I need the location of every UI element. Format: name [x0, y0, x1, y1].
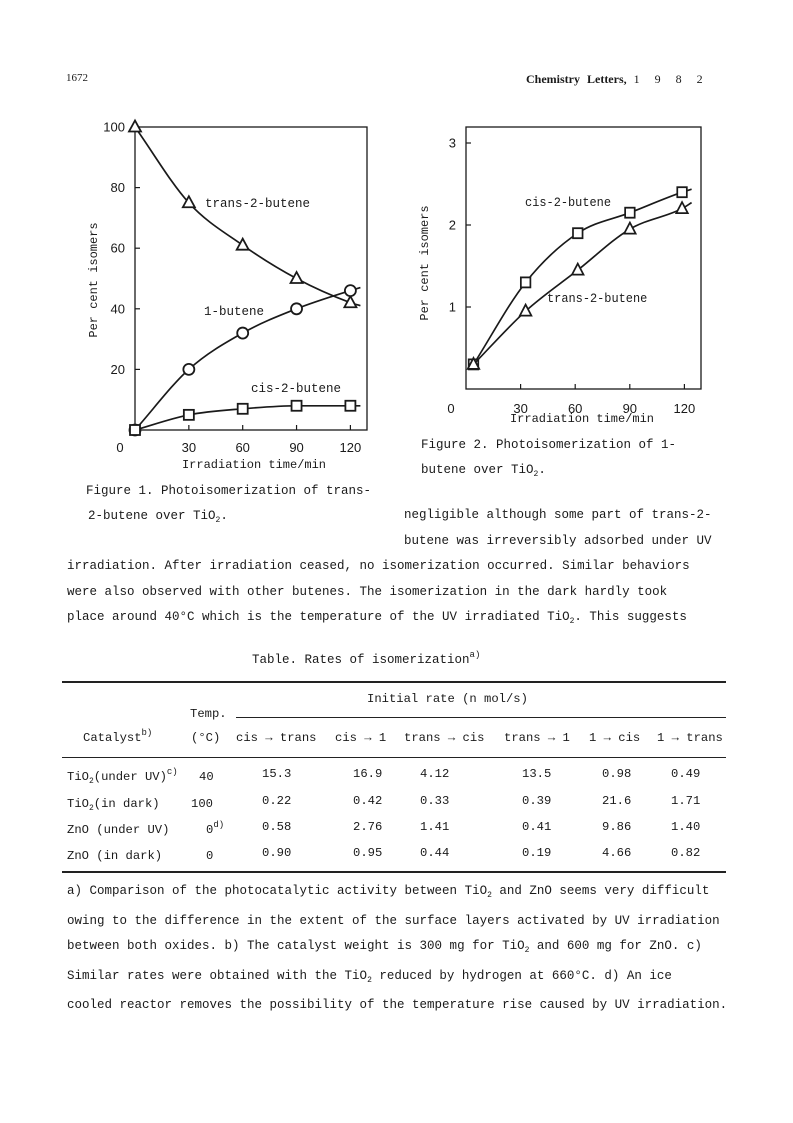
data-point-triangle	[237, 239, 249, 250]
footnote-line-3-subscript: 2	[524, 946, 530, 955]
table-cell-value: 0.49	[671, 767, 701, 781]
catalyst-subscript: 2	[88, 777, 94, 786]
temp-value: 0	[206, 823, 214, 837]
data-point-square	[345, 401, 355, 411]
data-point-circle	[237, 328, 248, 339]
table-catalyst-header	[83, 728, 152, 745]
series-line	[135, 127, 360, 306]
table-row	[0, 846, 793, 866]
table-top-rule	[62, 681, 726, 683]
table-cell-catalyst	[67, 820, 169, 839]
paragraph-line-3: irradiation. After irradiation ceased, no isomerization occurred. Similar behaviors	[67, 559, 690, 573]
col-header-cis-trans: cis → trans	[236, 731, 317, 745]
table-cell-temp	[206, 820, 224, 837]
series-line	[473, 189, 691, 364]
data-point-square	[292, 401, 302, 411]
figure2-x-axis-label: Irradiation time/min	[509, 412, 655, 426]
table-cell-value: 15.3	[262, 767, 292, 781]
table-cell-value: 13.5	[522, 767, 552, 781]
figure1-x-axis-label: Irradiation time/min	[181, 458, 327, 472]
temp-footnote-mark: d)	[213, 820, 225, 830]
table-cell-value: 0.90	[262, 846, 292, 860]
paragraph-full-width	[67, 554, 747, 635]
x-tick-label: 90	[622, 401, 638, 416]
y-tick-label: 2	[448, 217, 456, 233]
x-tick-label: 30	[181, 440, 197, 455]
catalyst-condition: (in dark)	[93, 797, 160, 811]
x-tick-label: 60	[567, 401, 583, 416]
table-row	[0, 820, 793, 840]
paragraph-line-2: butene was irreversibly adsorbed under UV	[404, 533, 712, 548]
figure1-series	[129, 121, 360, 436]
y-tick-label: 3	[448, 135, 456, 151]
paragraph-line-5-text: place around 40°C which is the temperature of the UV irradiated TiO	[67, 610, 570, 624]
figure1-frame	[103, 120, 367, 456]
col-header-trans-cis: trans → cis	[404, 731, 485, 745]
table-cell-value: 4.12	[420, 767, 450, 781]
temp-value: 40	[199, 770, 214, 784]
table-cell-catalyst	[67, 794, 160, 813]
y-tick-label: 80	[110, 180, 125, 196]
table-cell-value: 0.82	[671, 846, 701, 860]
table-catalyst-header-text: Catalyst	[83, 731, 142, 745]
table-title-footnote-mark: a)	[469, 650, 481, 660]
figure1-caption	[86, 479, 396, 533]
journal-name: Chemistry Letters,	[526, 72, 627, 86]
figure2-caption-period: .	[538, 463, 546, 477]
figure2-caption-line1: Figure 2. Photoisomerization of 1-	[421, 438, 677, 452]
col-header-1-cis: 1 → cis	[589, 731, 641, 745]
table-cell-value: 0.58	[262, 820, 292, 834]
paragraph-line-1: negligible although some part of trans-2-	[404, 508, 712, 522]
series-label: 1-butene	[204, 305, 265, 319]
table-header-rule	[62, 757, 726, 758]
series-label: cis-2-butene	[525, 195, 612, 211]
temp-value: 100	[191, 797, 213, 811]
figure1-caption-text: 2-butene over TiO	[88, 509, 216, 523]
footnote-line-4	[67, 964, 767, 994]
table-row	[0, 767, 793, 787]
y-tick-label: 100	[103, 119, 125, 135]
table-cell-catalyst	[67, 846, 162, 865]
footnote-line-1-text: a) Comparison of the photocatalytic activity between TiO	[67, 884, 488, 898]
table-cell-value: 1.41	[420, 820, 450, 834]
col-header-trans-1: trans → 1	[504, 731, 570, 745]
footnote-line-3-end: and 600 mg for ZnO. c)	[529, 939, 702, 953]
journal-year: 1 9 8 2	[633, 72, 707, 86]
journal-header	[526, 72, 707, 87]
page-number: 1672	[66, 72, 88, 84]
table-cell-value: 0.19	[522, 846, 552, 860]
plot-frame	[466, 127, 701, 389]
figure1-caption-period: .	[220, 509, 228, 523]
figure1-chart	[80, 115, 380, 475]
footnote-line-2: owing to the difference in the extent of the surface layers activated by UV irradiation	[67, 913, 720, 928]
footnote-line-1-end: and ZnO seems very difficult	[491, 884, 710, 898]
data-point-square	[130, 425, 140, 435]
table-cell-temp	[206, 846, 213, 863]
catalyst-name: ZnO (in dark)	[67, 849, 163, 863]
footnote-line-4-subscript: 2	[367, 975, 372, 985]
footnote-line-1	[67, 879, 767, 909]
figure2-caption-line2	[421, 458, 721, 487]
table-cell-value: 1.71	[671, 794, 701, 808]
data-point-circle	[345, 285, 356, 296]
y-tick-label: 20	[110, 361, 125, 377]
table-cell-value: 4.66	[602, 846, 632, 860]
x-tick-label: 90	[289, 440, 304, 455]
table-title	[252, 650, 480, 667]
table-temp-unit: (°C)	[191, 731, 221, 745]
series-label: trans-2-butene	[205, 197, 311, 211]
table-cell-catalyst	[67, 767, 178, 786]
table-cell-value: 21.6	[602, 794, 632, 808]
catalyst-condition: (under UV)	[93, 770, 167, 784]
table-cell-temp	[199, 767, 214, 784]
data-point-circle	[183, 364, 194, 375]
table-cell-value: 2.76	[353, 820, 383, 834]
series-label: cis-2-butene	[251, 382, 342, 396]
col-header-1-trans: 1 → trans	[657, 731, 723, 745]
table-title-text: Table. Rates of isomerization	[252, 653, 470, 667]
data-point-square	[238, 404, 248, 414]
catalyst-name: TiO	[67, 797, 89, 811]
data-point-triangle	[520, 305, 531, 316]
catalyst-footnote-mark: c)	[166, 767, 178, 777]
data-point-square	[573, 228, 583, 238]
data-point-square	[521, 277, 531, 287]
x-tick-label: 0	[447, 401, 455, 416]
table-footnotes	[67, 879, 767, 1019]
figure1-y-axis-label: Per cent isomers	[87, 222, 101, 338]
figure1-caption-line1: Figure 1. Photoisomerization of trans-	[86, 484, 372, 498]
data-point-triangle	[291, 272, 303, 283]
footnote-line-4-text: Similar rates were obtained with the TiO	[67, 968, 368, 983]
data-point-triangle	[129, 121, 141, 132]
table-row	[0, 794, 793, 814]
table-cell-value: 0.41	[522, 820, 552, 834]
footnote-line-5: cooled reactor removes the possibility of the temperature rise caused by UV irradiation.	[67, 998, 728, 1012]
data-point-square	[625, 208, 635, 218]
x-tick-label: 30	[513, 401, 528, 416]
footnote-line-3	[67, 934, 767, 964]
table-group-header: Initial rate (n mol/s)	[367, 692, 528, 706]
table-cell-value: 0.33	[420, 794, 450, 808]
table-cell-value: 0.42	[353, 794, 383, 808]
catalyst-name: TiO	[67, 770, 89, 784]
table-group-rule	[236, 717, 726, 718]
table-bottom-rule	[62, 871, 726, 873]
table-cell-value: 0.95	[353, 846, 383, 860]
paragraph-line-5-end: . This suggests	[574, 610, 687, 624]
data-point-circle	[291, 303, 302, 314]
table-cell-temp	[191, 794, 213, 811]
footnote-line-4-end: reduced by hydrogen at 660°C. d) An ice	[371, 968, 672, 983]
table-cell-value: 16.9	[353, 767, 383, 781]
footnote-line-1-subscript: 2	[487, 891, 492, 900]
table-catalyst-footnote-mark: b)	[141, 728, 153, 738]
table-cell-value: 0.98	[602, 767, 632, 781]
table-temp-header: Temp.	[190, 707, 227, 721]
table-cell-value: 0.22	[262, 794, 292, 808]
table-cell-value: 0.44	[420, 846, 450, 860]
footnote-line-3-text: between both oxides. b) The catalyst weight is 300 mg for TiO	[67, 939, 525, 953]
paragraph-line-5	[67, 605, 747, 635]
paragraph-line-4: were also observed with other butenes. The isomerization in the dark hardly took	[67, 584, 668, 599]
figure2-series	[468, 187, 692, 369]
x-tick-label: 0	[116, 440, 124, 455]
x-tick-label: 60	[235, 440, 250, 455]
y-tick-label: 60	[110, 240, 125, 256]
series-line	[473, 203, 691, 365]
data-point-triangle	[676, 202, 687, 213]
y-tick-label: 1	[448, 299, 456, 315]
data-point-triangle	[572, 264, 583, 275]
catalyst-subscript: 2	[88, 804, 94, 813]
paragraph-right-column	[404, 503, 734, 554]
series-label: trans-2-butene	[547, 291, 648, 307]
y-tick-label: 40	[110, 301, 125, 317]
figure2-caption	[421, 433, 721, 487]
data-point-square	[184, 410, 194, 420]
table-cell-value: 9.86	[602, 820, 632, 834]
paragraph-line-5-subscript: 2	[569, 617, 575, 626]
figure2-caption-text: butene over TiO	[421, 463, 534, 477]
figure2-chart	[410, 115, 710, 445]
x-tick-label: 120	[339, 440, 362, 455]
figure1-caption-subscript: 2	[215, 516, 221, 525]
x-tick-label: 120	[673, 401, 696, 416]
table-cell-value: 1.40	[671, 820, 701, 834]
data-point-square	[677, 187, 687, 197]
table-cell-value: 0.39	[522, 794, 552, 808]
temp-value: 0	[206, 849, 214, 863]
col-header-cis-1: cis → 1	[335, 731, 387, 745]
figure2-caption-subscript: 2	[533, 470, 539, 479]
catalyst-name: ZnO (under UV)	[67, 823, 170, 837]
figure2-y-axis-label: Per cent isomers	[418, 205, 432, 321]
figure1-caption-line2	[86, 504, 396, 533]
data-point-triangle	[624, 223, 635, 234]
